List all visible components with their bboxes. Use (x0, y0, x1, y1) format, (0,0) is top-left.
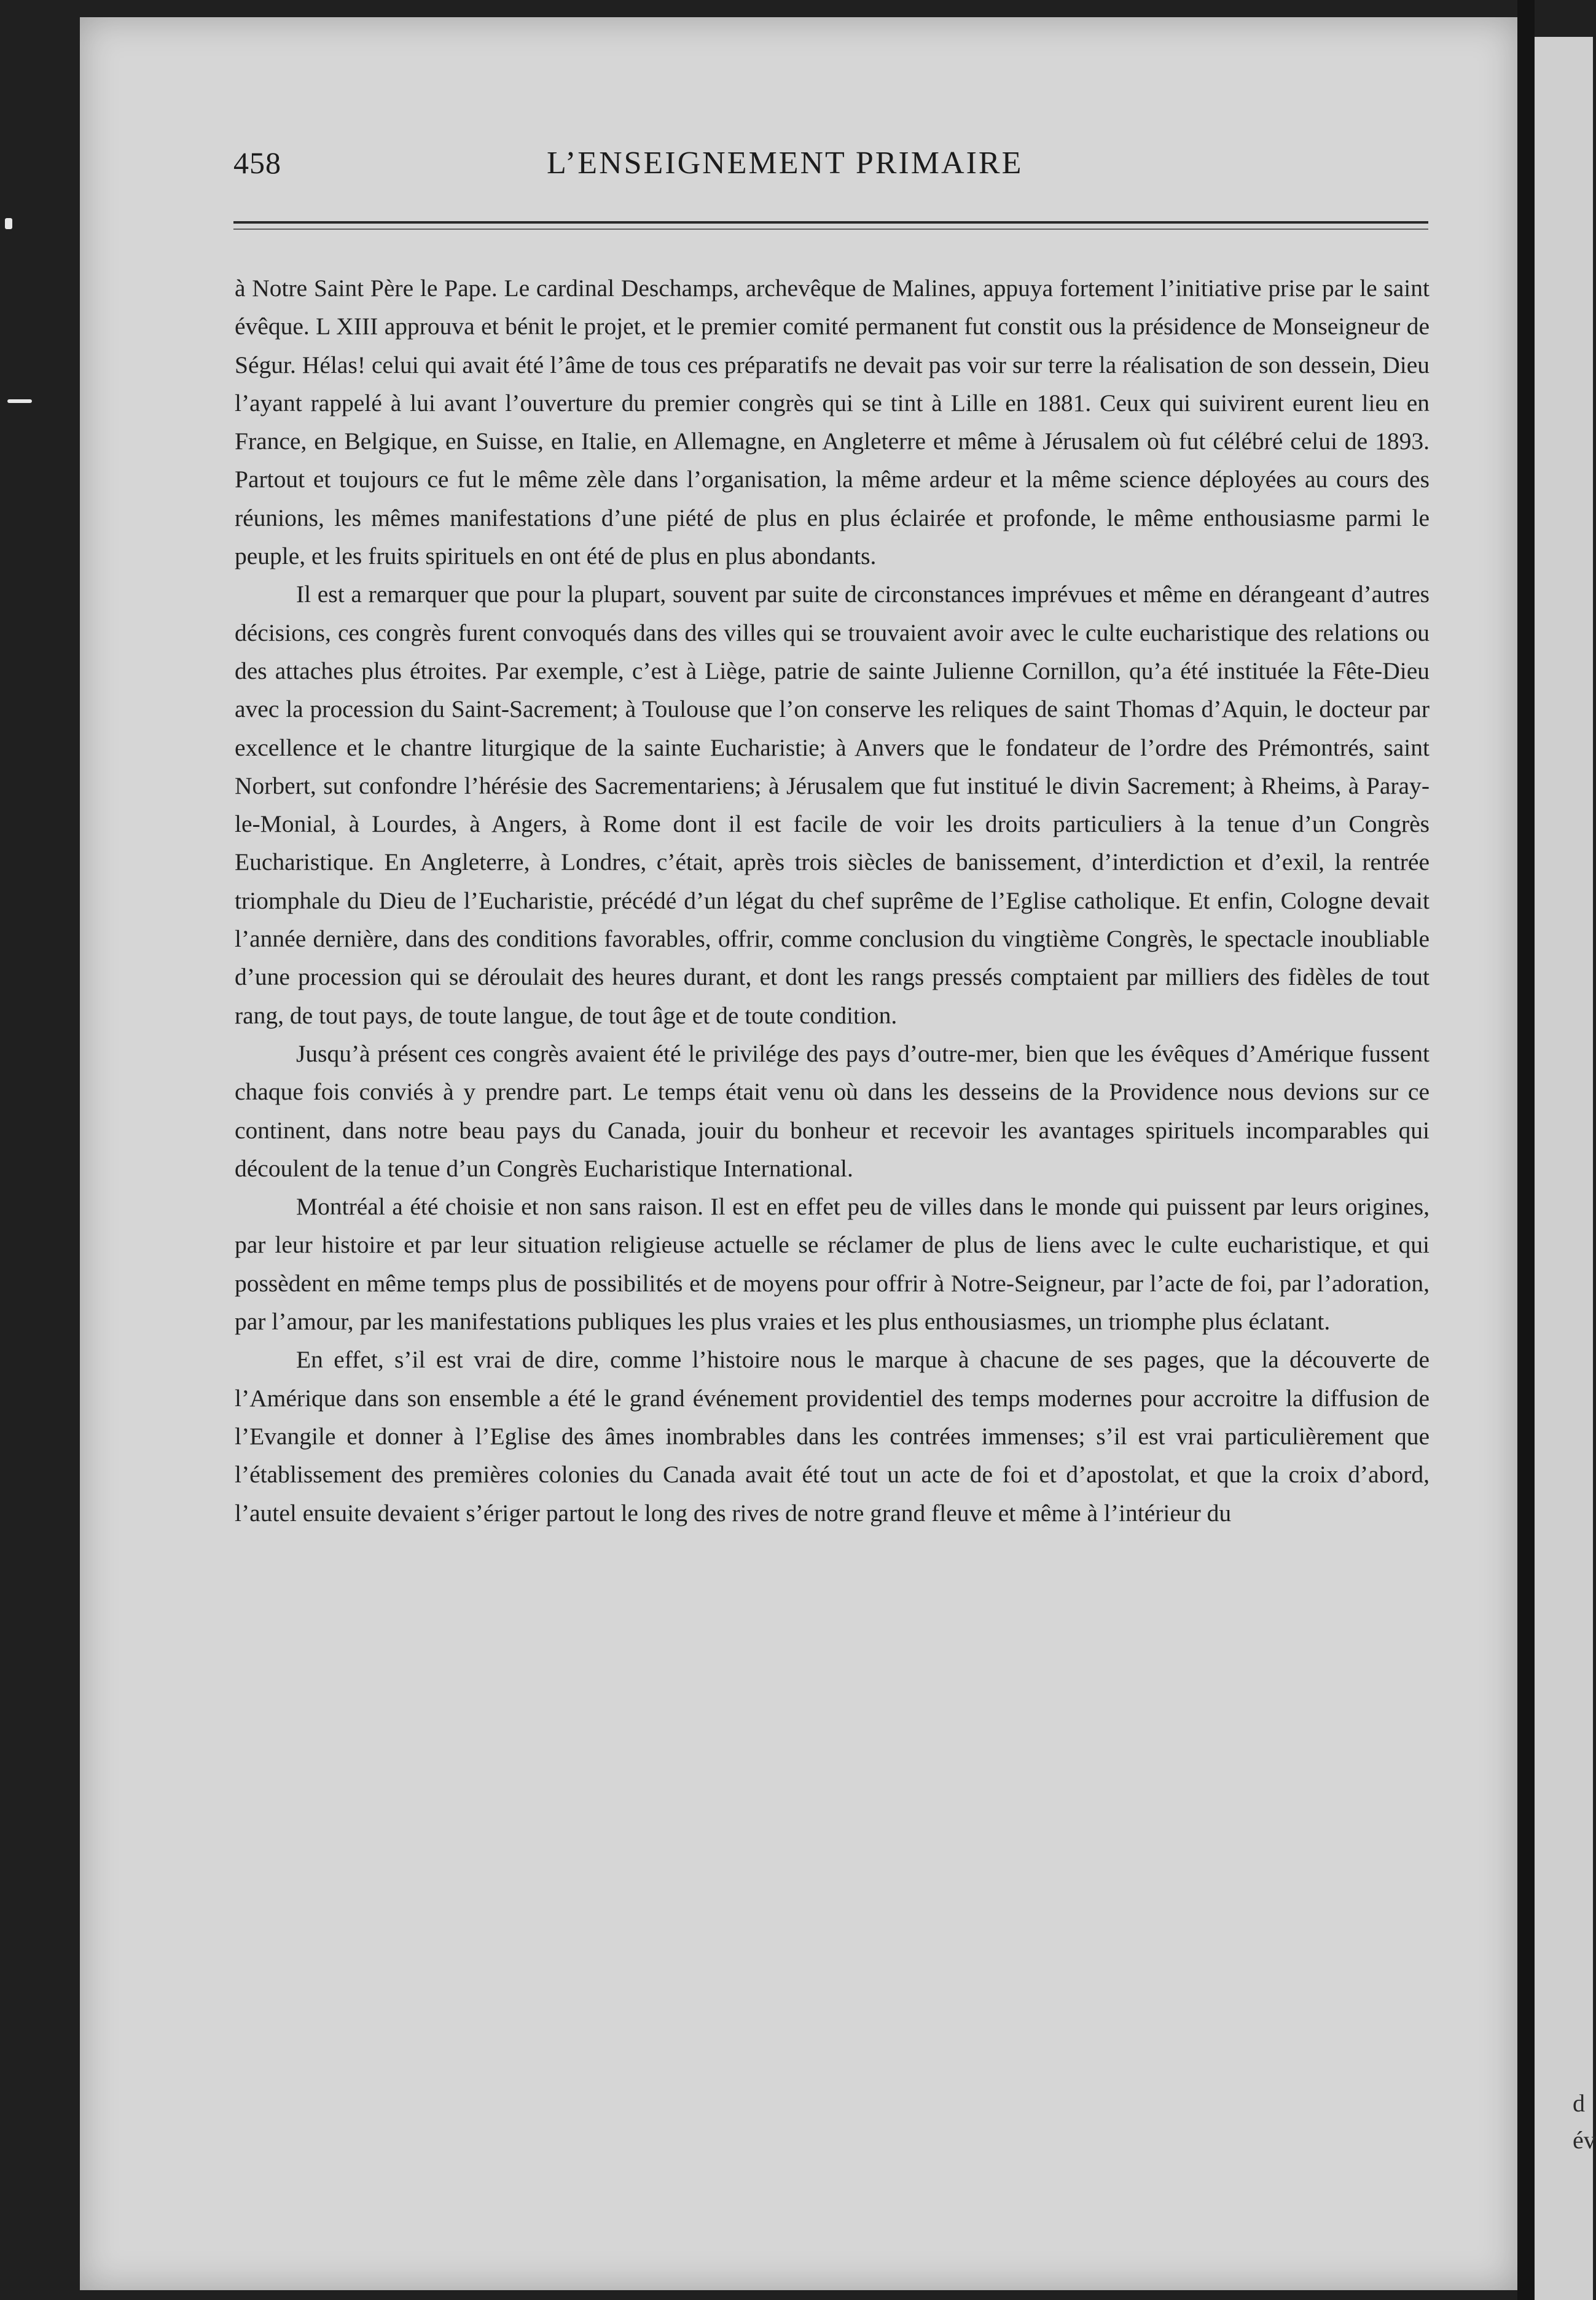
scan-artifact (5, 218, 12, 229)
running-title: L’ENSEIGNEMENT PRIMAIRE (547, 146, 1023, 181)
scan-artifact (7, 399, 32, 403)
page-number: 458 (233, 146, 281, 180)
paragraph: à Notre Saint Père le Pape. Le cardinal Deschamps, archevêque de Malines, appuya fortement l’initiative prise par le saint évêque. L XIII approuva et bénit le projet, et le premier comité permanent fut constit ous la présidence de Monseigneur de Ségur. Hélas! celui qui avait été l’âme de tous ces préparatifs ne devait pas voir sur terre la réalisation de son dessein, Dieu l’ayant rappelé à lui avant l’ouverture du premier congrès qui se tint à Lille en 1881. Ceux qui suivirent eurent lieu en France, en Belgique, en Suisse, en Italie, en Allemagne, en Angleterre et même à Jérusalem où fut célébré celui de 1893. Partout et toujours ce fut le même zèle dans l’organisation, la même ardeur et la même science déployées au cours des réunions, les mêmes manifestations d’une piété de plus en plus éclairée et profonde, le même enthousiasme parmi le peuple, et les fruits spirituels en ont été de plus en plus abondants. (235, 275, 1430, 570)
body-text (235, 269, 1430, 1532)
paragraph: En effet, s’il est vrai de dire, comme l’histoire nous le marque à chacune de ses pages, que la découverte de l’Amérique dans son ensemble a été le grand événement providentiel des temps modernes pour accroitre la diffusion de l’Evangile et donner à l’Eglise des âmes inombrables dans les contrées immenses; s’il est vrai particulièrement que l’établissement des premières colonies du Canada avait été tout un acte de foi et d’apostolat, et que la croix d’abord, l’autel ensuite devaient s’ériger partout le long des rives de notre grand fleuve et même à l’intérieur du (235, 1346, 1430, 1527)
facing-page-edge (1535, 37, 1596, 2300)
header-rule (233, 221, 1428, 224)
paragraph: Il est a remarquer que pour la plupart, souvent par suite de circonstances imprévues et même en dérangeant d’autres décisions, ces congrès furent convoqués dans des villes qui se trouvaient avoir avec le culte eucharistique des relations ou des attaches plus étroites. Par exemple, c’est à Liège, patrie de sainte Julienne Cornillon, qu’a été instituée la Fête-Dieu avec la procession du Saint-Sacrement; à Toulouse que l’on conserve les reliques de saint Thomas d’Aquin, le docteur par excellence et le chantre liturgique de la sainte Eucharistie; à Anvers que le fondateur de l’ordre des Prémontrés, saint Norbert, sut confondre l’hérésie des Sacrementariens; à Jérusalem que fut institué le divin Sacrement; à Rheims, à Paray-le-Monial, à Lourdes, à Angers, à Rome dont il est facile de voir les droits particuliers à la tenue d’un Congrès Eucharistique. En Angleterre, à Londres, c’était, après trois siècles de banissement, d’interdiction et d’exil, la rentrée triomphale du Dieu de l’Eucharistie, précédé d’un légat du chef suprême de l’Eglise catholique. Et enfin, Cologne devait l’année dernière, dans des conditions favorables, offrir, comme conclusion du vingtième Congrès, le spectacle inoubliable d’une procession qui se déroulait des heures durant, et dont les rangs pressés comptaient par milliers des fidèles de tout rang, de tout pays, de toute langue, de tout âge et de toute condition. (235, 581, 1430, 1029)
header-rule-thin (233, 229, 1428, 230)
paragraph: Montréal a été choisie et non sans raison. Il est en effet peu de villes dans le monde qui puissent par leurs origines, par leur histoire et par leur situation religieuse actuelle se réclamer de plus de liens avec le culte eucharistique, et qui possèdent en même temps plus de possibilités et de moyens pour offrir à Notre-Seigneur, par l’acte de foi, par l’adoration, par l’amour, par les manifestations publiques les plus vraies et les plus enthousiasmes, un triomphe plus éclatant. (235, 1193, 1430, 1336)
facing-page-fragment: év (1573, 2126, 1596, 2154)
book-gutter (1517, 0, 1535, 2300)
paragraph: Jusqu’à présent ces congrès avaient été le privilége des pays d’outre-mer, bien que les évêques d’Amérique fussent chaque fois conviés à y prendre part. Le temps était venu où dans les desseins de la Providence nous devions sur ce continent, dans notre beau pays du Canada, jouir du bonheur et recevoir les avantages spirituels incomparables qui découlent de la tenue d’un Congrès Eucharistique International. (235, 1039, 1430, 1182)
facing-page-fragment: d (1573, 2089, 1585, 2117)
running-header (233, 145, 1431, 194)
